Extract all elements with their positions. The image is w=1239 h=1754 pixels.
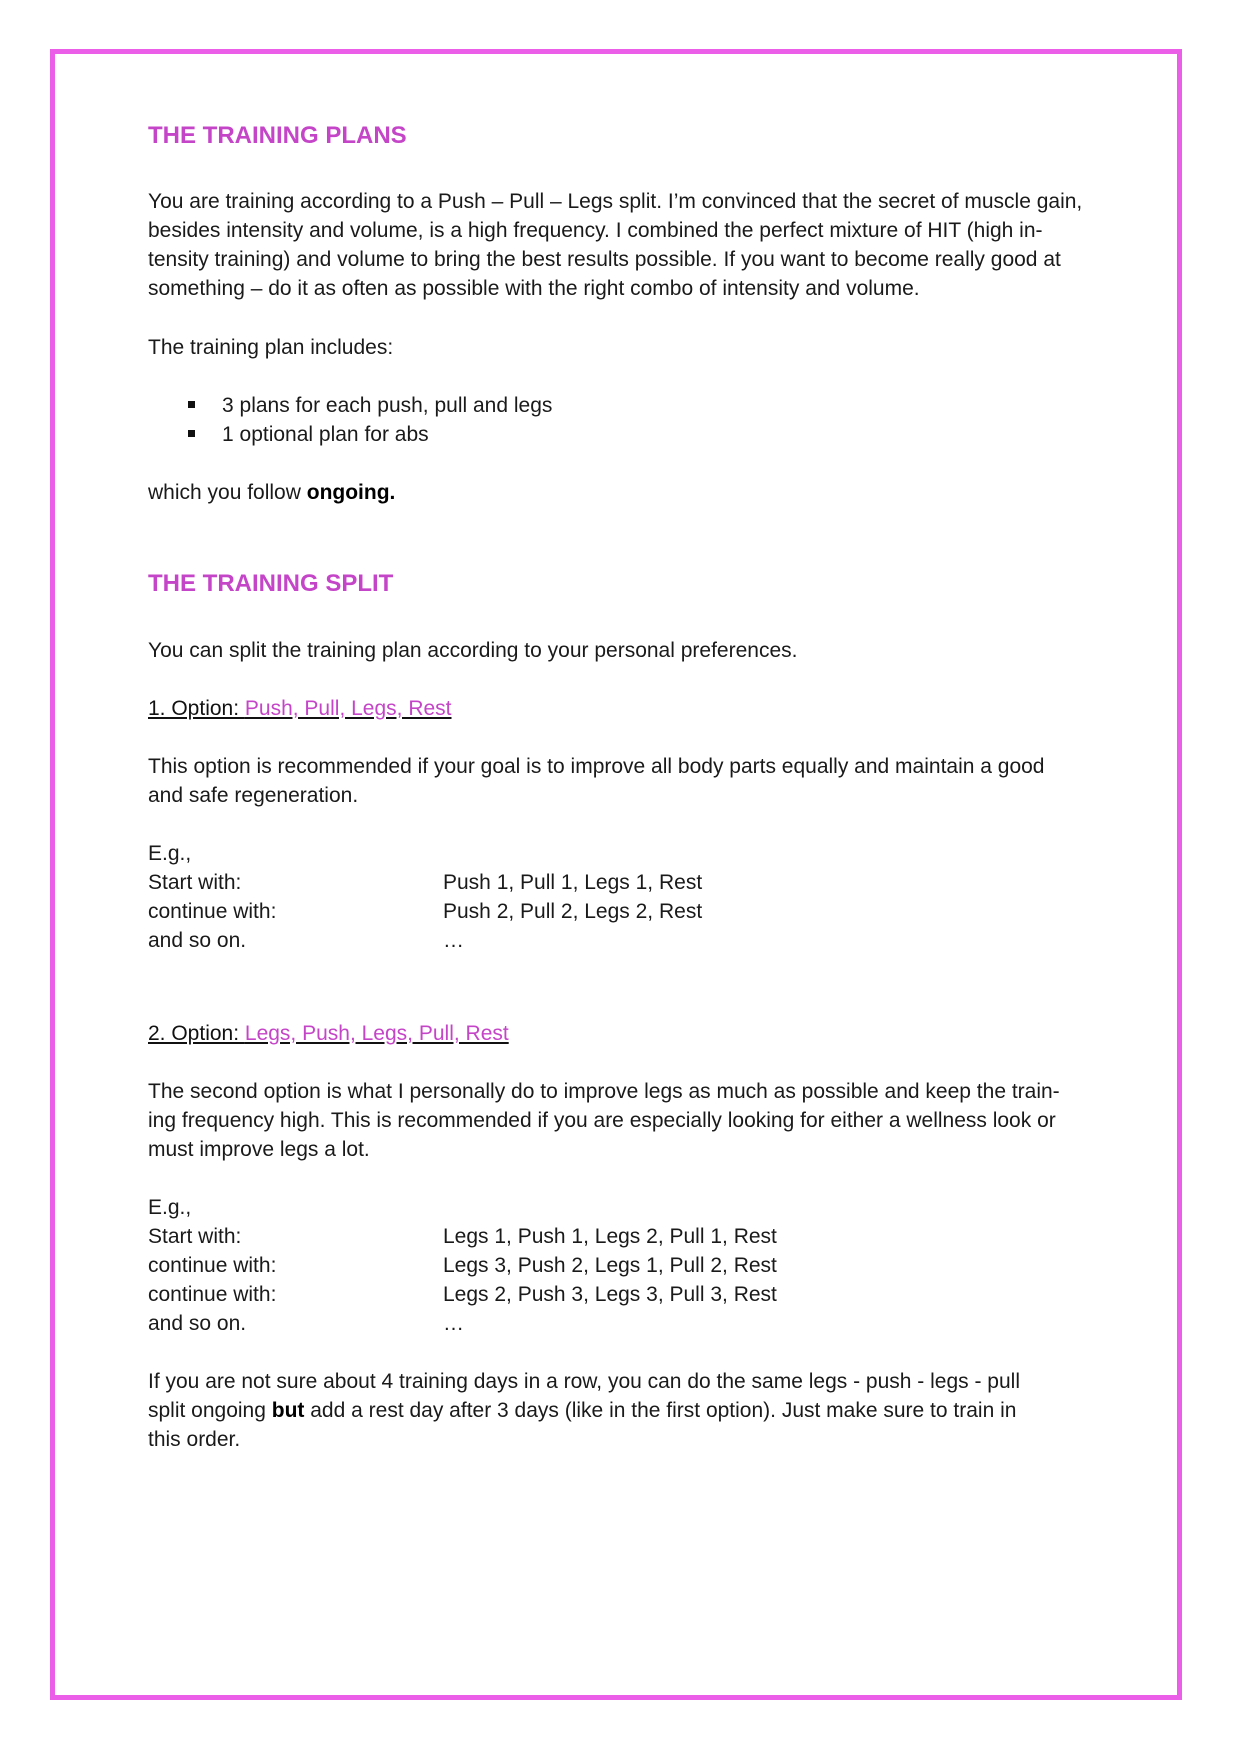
schedule-value: Legs 3, Push 2, Legs 1, Pull 2, Rest (443, 1254, 777, 1277)
schedule-value: … (443, 929, 464, 952)
schedule-label: and so on. (148, 929, 247, 952)
follow-text-prefix: which you follow (148, 481, 307, 504)
schedule-value: Push 1, Pull 1, Legs 1, Rest (443, 871, 703, 894)
closing-line: this order. (148, 1428, 241, 1451)
schedule-value: … (443, 1312, 464, 1335)
schedule-value: Legs 2, Push 3, Legs 3, Pull 3, Rest (443, 1283, 777, 1306)
schedule-label: continue with: (148, 1254, 277, 1277)
intro-paragraph (148, 187, 1098, 303)
schedule-label: and so on. (148, 1312, 247, 1335)
option-2-description (148, 1077, 1098, 1164)
intro-line: something – do it as often as possible with the right combo of intensity and volume. (148, 277, 920, 300)
option-2-desc-line: The second option is what I personally do to improve legs as much as possible and keep the train- (148, 1080, 1060, 1103)
schedule-label: Start with: (148, 871, 242, 894)
closing-line (148, 1396, 1098, 1425)
includes-label: The training plan includes: (148, 336, 394, 359)
option-2-eg: E.g., (148, 1196, 192, 1219)
option-1-description (148, 752, 1098, 810)
option-1-eg: E.g., (148, 842, 192, 865)
option-1-desc-line: This option is recommended if your goal is to improve all body parts equally and maintain a good (148, 755, 1045, 778)
option-2-link[interactable]: Legs, Push, Legs, Pull, Rest (244, 1022, 509, 1045)
follow-text-bold: ongoing. (306, 481, 396, 504)
closing-line-bold: but (271, 1399, 305, 1422)
option-2-desc-line: must improve legs a lot. (148, 1138, 370, 1161)
section-heading-training-plans: THE TRAINING PLANS (148, 122, 407, 149)
square-bullet-icon (188, 430, 195, 437)
closing-line: If you are not sure about 4 training days in a row, you can do the same legs - push - legs - pull (148, 1370, 1020, 1393)
schedule-label: continue with: (148, 1283, 277, 1306)
intro-line: tensity training) and volume to bring the best results possible. If you want to become really good at (148, 248, 1061, 271)
intro-line: You are training according to a Push – Pull – Legs split. I’m convinced that the secret of muscle gain, (148, 190, 1083, 213)
schedule-value: Push 2, Pull 2, Legs 2, Rest (443, 900, 703, 923)
closing-line-suffix: add a rest day after 3 days (like in the first option). Just make sure to train in (304, 1399, 1017, 1422)
option-2-title (148, 1019, 509, 1048)
section-heading-training-split: THE TRAINING SPLIT (148, 570, 394, 597)
schedule-label: Start with: (148, 1225, 242, 1248)
schedule-value: Legs 1, Push 1, Legs 2, Pull 1, Rest (443, 1225, 777, 1248)
option-1-desc-line: and safe regeneration. (148, 784, 359, 807)
option-1-prefix: 1. Option: (148, 697, 245, 720)
list-item-text: 3 plans for each push, pull and legs (222, 394, 553, 417)
closing-line-prefix: split ongoing (148, 1399, 272, 1422)
follow-text (148, 478, 395, 507)
option-2-desc-line: ing frequency high. This is recommended if you are especially looking for either a wellness look or (148, 1109, 1056, 1132)
option-2-prefix: 2. Option: (148, 1022, 245, 1045)
schedule-label: continue with: (148, 900, 277, 923)
option-1-link[interactable]: Push, Pull, Legs, Rest (244, 697, 452, 720)
intro-line: besides intensity and volume, is a high frequency. I combined the perfect mixture of HIT (high in- (148, 219, 1043, 242)
list-item-text: 1 optional plan for abs (222, 423, 429, 446)
option-1-title (148, 694, 452, 723)
closing-paragraph (148, 1367, 1098, 1454)
split-intro: You can split the training plan according to your personal preferences. (148, 639, 798, 662)
square-bullet-icon (188, 401, 195, 408)
